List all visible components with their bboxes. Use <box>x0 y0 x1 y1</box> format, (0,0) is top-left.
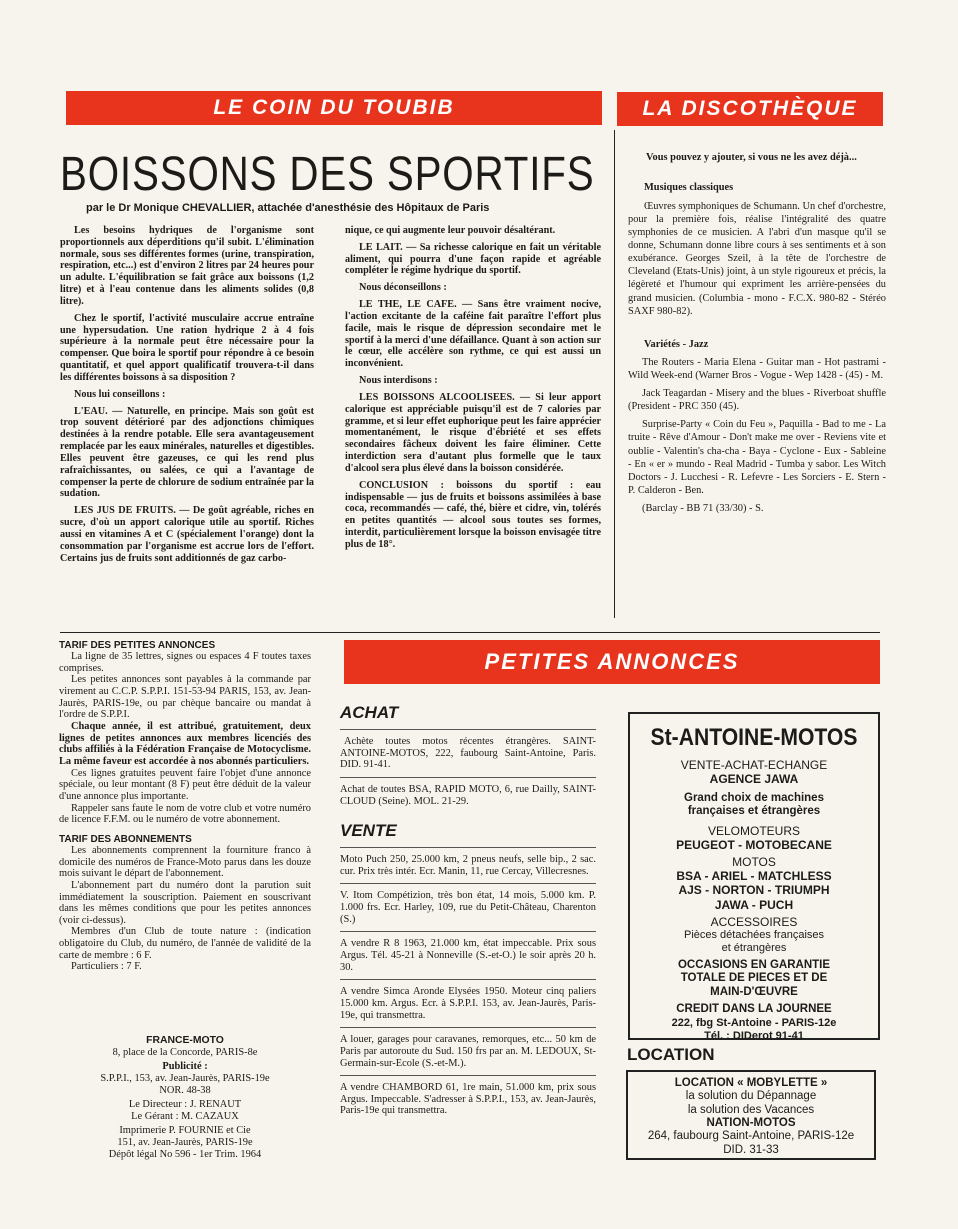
ad-text: A louer, garages pour caravanes, remorques, etc... 50 km de Paris par autoroute du Sud. 150 frs par an. M. LEDOUX, St-Germain-sur-Ecole (S.-et-M.). <box>340 1034 596 1069</box>
shop-line: françaises et étrangères <box>687 805 821 818</box>
imprint-pub-heading: Publicité : <box>162 1061 208 1073</box>
paragraph: Les petites annonces sont payables à la commande par virement au C.C.P. S.P.P.I. 151-53-94 PARIS, 153, av. Jean-Jaurès, PARIS-19e, ou par chèque bancaire ou mandat à l'ordre de S.P.P.I. <box>59 674 311 721</box>
shop-line: AGENCE JAWA <box>709 772 799 787</box>
location-phone: DID. 31-33 <box>723 1143 779 1156</box>
ad-text: A vendre CHAMBORD 61, 1re main, 51.000 km, prix sous Argus. Impeccable. S'adresser à S.P.P.I., 153, av. Jean-Jaurès, Paris-19e qui transmettra. <box>340 1082 596 1117</box>
tarif-abonnements-heading: TARIF DES ABONNEMENTS <box>59 833 192 845</box>
imprint-printer: 151, av. Jean-Jaurès, PARIS-19e <box>117 1137 253 1149</box>
location-heading: LOCATION <box>627 1045 715 1064</box>
paragraph: La ligne de 35 lettres, signes ou espaces 4 F toutes taxes comprises. <box>59 651 311 674</box>
discotheque-column <box>628 150 886 515</box>
imprint-address: 8, place de la Concorde, PARIS-8e <box>112 1046 258 1058</box>
imprint-gerant: Le Gérant : M. CAZAUX <box>131 1110 239 1122</box>
shop-line: OCCASIONS EN GARANTIE <box>677 958 831 971</box>
discotheque-banner: LA DISCOTHÈQUE <box>617 92 883 126</box>
ad-item <box>340 1027 596 1069</box>
classified-ads-column <box>340 703 596 1117</box>
coin-du-toubib-banner: LE COIN DU TOUBIB <box>66 91 602 125</box>
paragraph: Nous déconseillons : <box>359 282 447 294</box>
location-line: la solution des Vacances <box>687 1103 815 1116</box>
location-line: la solution du Dépannage <box>685 1090 817 1103</box>
location-line: NATION-MOTOS <box>706 1116 796 1129</box>
st-antoine-motos-ad <box>628 712 880 1040</box>
ad-item <box>340 979 596 1021</box>
achat-heading: ACHAT <box>340 703 399 722</box>
paragraph: Chaque année, il est attribué, gratuitement, deux lignes de petites annonces aux membres licenciés des clubs affiliés à la Fédération Française de Motocyclisme. La même faveur est accordée à nos abonnés particuliers. <box>59 721 311 767</box>
shop-phone: Tél. : DIDerot 91-41 <box>704 1030 804 1042</box>
shop-line: PEUGEOT - MOTOBECANE <box>676 837 832 852</box>
paragraph: CONCLUSION : boissons du sportif : eau indispensable — jus de fruits et boissons assimilées à base coca, recommandés — café, thé, bière et cidre, vin, tolérés en petites quantités — alcool sous toutes ses formes, interdit, particulièrement lorsque la boisson envisagée titre plus de 18°. <box>345 479 601 550</box>
shop-line: VENTE-ACHAT-ECHANGE <box>680 758 828 773</box>
ad-item <box>340 883 596 925</box>
paragraph: LES JUS DE FRUITS. — De goût agréable, riches en sucre, d'où un apport calorique utile au sportif. Riches aussi en vitamines A et C (spécialement l'orange) dont la consommation par l'organisme est accrue lors de l'effort. Certains jus de fruits sont additionnés de gaz carbo- <box>60 505 314 564</box>
tarif-pa-heading: TARIF DES PETITES ANNONCES <box>59 640 216 651</box>
section-divider <box>60 632 880 633</box>
paragraph: L'abonnement part du numéro dont la parution suit immédiatement la souscription. Paiement en souscrivant dans les mêmes conditions que pour les petites annonces (voir ci-dessus). <box>59 879 311 926</box>
classic-heading: Musiques classiques <box>644 181 734 193</box>
shop-line: MAIN-D'ŒUVRE <box>710 985 798 998</box>
ad-item <box>340 931 596 973</box>
location-address: 264, faubourg Saint-Antoine, PARIS-12e <box>647 1130 855 1143</box>
tarifs-column <box>59 640 311 973</box>
ad-item <box>340 729 596 771</box>
ad-text: V. Itom Compétizion, très bon état, 14 mois, 5.000 km. P. 1.000 frs. Ecr. Harley, 109, rue du Petit-Château, Charenton (S.) <box>340 890 596 925</box>
jazz-item: Jack Teagardan - Misery and the blues - Riverboat shuffle (President - PRC 350 (45). <box>628 388 886 413</box>
jazz-item: The Routers - Maria Elena - Guitar man - Hot pastrami - Wild Week-end (Warner Bros - Vogue - Wep 1428 - (45) - M. <box>628 356 886 381</box>
paragraph: Nous interdisons : <box>359 375 438 387</box>
jazz-item: Surprise-Party « Coin du Feu », Paquilla - Bad to me - La truite - Rêve d'Amour - Don't make me over - Reviens vite et oublie - Valentin's cha-cha - Baya - Cyclone - Eux - Sableine - En « er » mundo - Real Madrid - Tumba y sabor. Les Witch Doctors - J. Lucchesi - R. Lefevre - Les Sorciers - E. Stern - P. Calderon - Ben. <box>628 419 886 496</box>
shop-address: 222, fbg St-Antoine - PARIS-12e <box>671 1017 837 1030</box>
article-title: BOISSONS DES SPORTIFS <box>60 148 595 201</box>
ad-item <box>340 847 596 877</box>
shop-line: MOTOS <box>732 855 776 870</box>
paragraph: L'EAU. — Naturelle, en principe. Mais son goût est trop souvent détérioré par des adjonctions chimiques destinées à la rendre potable. Elle sera avantageusement remplacée par les eaux minérales, naturelles et digestibles. Elles peuvent être gazeuses, ce qui les rend plus rafraîchissantes, ou salées, ce qui a l'avantage de compenser la perte de chlorure de sodium entraînée par la sudation. <box>60 405 314 500</box>
article-column-1 <box>60 225 314 564</box>
ad-text: Achète toutes motos récentes étrangères. SAINT-ANTOINE-MOTOS, 222, faubourg Saint-Antoine, Paris. DID. 91-41. <box>340 736 596 771</box>
ad-text: A vendre Simca Aronde Elysées 1950. Moteur cinq paliers 15.000 km. Argus. Ecr. à S.P.P.I. 153, av. Jean-Jaurès, Paris-19e, qui transmettra. <box>340 986 596 1021</box>
shop-name: St-ANTOINE-MOTOS <box>650 724 858 751</box>
paragraph: Rappeler sans faute le nom de votre club et votre numéro de licence F.F.M. ou le numéro de votre abonnement. <box>59 802 311 826</box>
shop-line: JAWA - PUCH <box>714 897 794 912</box>
location-line: LOCATION « MOBYLETTE » <box>674 1077 828 1089</box>
jazz-heading: Variétés - Jazz <box>644 338 709 350</box>
shop-line: ACCESSOIRES <box>710 914 798 929</box>
paragraph: LE THE, LE CAFE. — Sans être vraiment nocive, l'action excitante de la caféine fait paraître l'effort plus facile, mais le risque de dépression secondaire met le sportif à la merci d'une défaillance. Quant à son action sur le cœur, elle accélère son rythme, ce qui est aussi un inconvénient. <box>345 299 601 370</box>
paragraph: Membres d'un Club de toute nature : (indication obligatoire du Club, du numéro, de l'année de validité de la carte de membre : 6 F. <box>59 926 311 961</box>
petites-annonces-banner: PETITES ANNONCES <box>344 640 880 684</box>
paragraph: LES BOISSONS ALCOOLISEES. — Si leur apport calorique est appréciable puisqu'il est de 7 calories par gramme, et si leur effet euphorique peut les faire apprécier momentanément, le risque d'ébriété et ses effets secondaires fâcheux doivent les faire éliminer. Cette interdiction sera d'autant plus formelle que le taux d'alcool sera plus élevé dans la boisson considérée. <box>345 391 601 474</box>
paragraph: Les abonnements comprennent la fourniture franco à domicile des numéros de France-Moto parus dans les douze mois suivant le départ de l'abonnement. <box>59 844 311 880</box>
paragraph: Particuliers : 7 F. <box>71 961 142 973</box>
paragraph: Nous lui conseillons : <box>74 388 166 400</box>
ad-item <box>340 1075 596 1117</box>
article-byline: par le Dr Monique CHEVALLIER, attachée d'anesthésie des Hôpitaux de Paris <box>86 202 490 214</box>
shop-line: TOTALE DE PIECES ET DE <box>680 972 828 985</box>
paragraph: Chez le sportif, l'activité musculaire accrue entraîne une hypersudation. Une ration hydrique 2 à 4 fois supérieure à la normale peut être nécessaire pour la compenser. Que boira le sportif pour répondre à ce besoin quantitatif, et quel apport qualificatif trouvera-t-il dans les différentes boissons à sa disposition ? <box>60 312 314 383</box>
ad-text: A vendre R 8 1963, 21.000 km, état impeccable. Prix sous Argus. Tél. 45-21 à Nonneville (S.-et-O.) le soir après 20 h. 30. <box>340 938 596 973</box>
jazz-item: (Barclay - BB 71 (33/30) - S. <box>642 502 764 514</box>
shop-line: Grand choix de machines <box>684 791 824 804</box>
shop-line: AJS - NORTON - TRIUMPH <box>678 883 830 898</box>
paragraph: LE LAIT. — Sa richesse calorique en fait un véritable aliment, qui pourra d'une façon rapide et agréable compléter le régime hydrique du sportif. <box>345 241 601 277</box>
article-column-2 <box>345 225 601 551</box>
column-divider <box>614 130 615 618</box>
disco-intro: Vous pouvez y ajouter, si vous ne les avez déjà... <box>646 152 857 163</box>
ad-text: Moto Puch 250, 25.000 km, 2 pneus neufs, selle bip., 2 sac. cur. Prix très intér. Ecr. Manin, 11, rue Cercay, Villecresnes. <box>340 854 596 877</box>
imprint-director: Le Directeur : J. RENAUT <box>128 1099 242 1111</box>
shop-line: Pièces détachées françaises <box>683 928 825 941</box>
shop-line: CREDIT DANS LA JOURNEE <box>676 1003 832 1016</box>
paragraph: Les besoins hydriques de l'organisme sont proportionnels aux déperditions qu'il subit. L'élimination normale, sous ses différentes formes (urine, transpiration, respiration, etc...) est d'environ 2 litres par 24 heures pour un adulte. L'équilibration se fait grâce aux boissons (1,2 litre) et à l'eau contenue dans les aliments solides (0,8 litre). <box>60 225 314 307</box>
ad-item <box>340 777 596 807</box>
shop-line: BSA - ARIEL - MATCHLESS <box>676 869 832 884</box>
imprint-pub-line: S.P.P.I., 153, av. Jean-Jaurès, PARIS-19e <box>100 1072 270 1084</box>
paragraph: Ces lignes gratuites peuvent faire l'objet d'une annonce spéciale, ou leur montant (8 F) peut être déduit de la valeur d'une annonce plus importante. <box>59 767 311 802</box>
classic-text: Œuvres symphoniques de Schumann. Un chef d'orchestre, pour la première fois, réalise l'intégralité des quatre symphonies de ce musicien. A l'abri d'un masque qu'il se donne, Schumann donne libre cours à ses sentiments et à son exubérance. Georges Szeil, à la tête de l'orchestre de Cleveland (Etats-Unis) joint, à un style rigoureux et précis, la légèreté et l'humour qui expriment les arrière-pensées du grand musicien. (Columbia - mono - F.C.X. 980-82 - Stéréo SAXF 980-82). <box>628 200 886 317</box>
imprint-name: FRANCE-MOTO <box>146 1035 224 1046</box>
vente-heading: VENTE <box>340 821 397 841</box>
location-ad <box>626 1070 876 1160</box>
imprint <box>59 1035 311 1160</box>
shop-line: VELOMOTEURS <box>707 823 800 838</box>
ad-text: Achat de toutes BSA, RAPID MOTO, 6, rue Dailly, SAINT-CLOUD (Seine). MOL. 21-29. <box>340 783 596 807</box>
imprint-pub-line: NOR. 48-38 <box>159 1084 211 1096</box>
paragraph: nique, ce qui augmente leur pouvoir désaltérant. <box>345 225 556 236</box>
imprint-depot: Dépôt légal No 596 - 1er Trim. 1964 <box>108 1148 262 1160</box>
shop-line: et étrangères <box>721 941 787 954</box>
imprint-printer: Imprimerie P. FOURNIE et Cie <box>119 1125 251 1137</box>
